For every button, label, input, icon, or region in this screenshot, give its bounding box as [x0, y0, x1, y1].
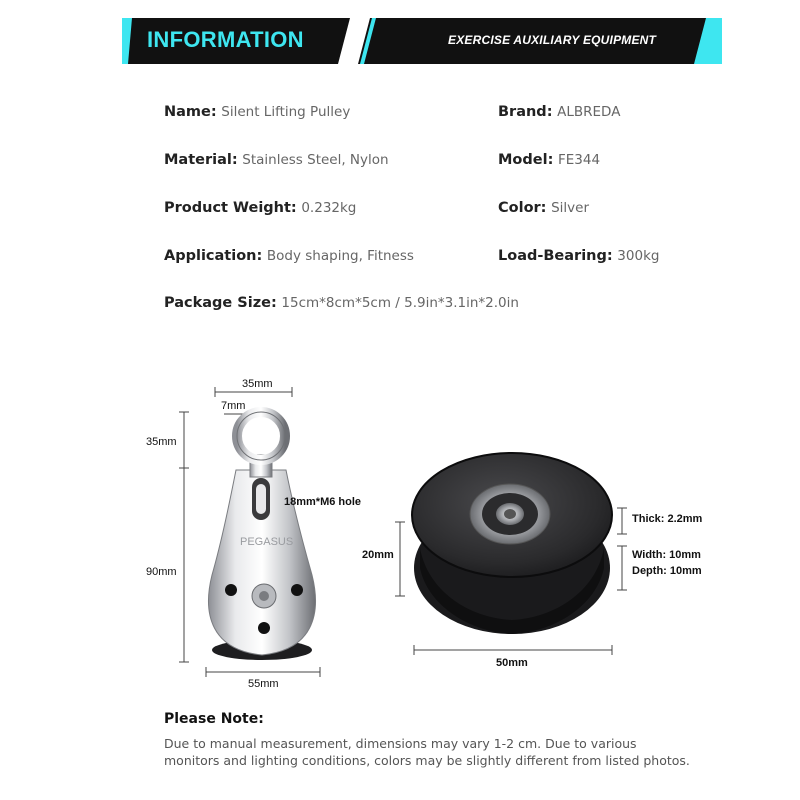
dim-hole: 18mm*M6 hole [284, 496, 362, 508]
spec-value: Body shaping, Fitness [266, 248, 414, 264]
banner-title: INFORMATION [147, 27, 304, 52]
note-title: Please Note: [164, 711, 264, 727]
spec-value: 15cm*8cm*5cm / 5.9in*3.1in*2.0in [281, 295, 519, 311]
dim-body-height: 90mm [146, 566, 177, 578]
spec-label: Color: [498, 200, 547, 216]
dim-width: Width: 10mm [632, 549, 701, 561]
spec-label: Product Weight: [164, 200, 297, 216]
spec-label: Material: [164, 152, 238, 168]
dim-diameter: 50mm [496, 657, 528, 669]
pulley-wheel [412, 453, 612, 634]
spec-value: Silent Lifting Pulley [221, 104, 351, 120]
spec-value: Stainless Steel, Nylon [242, 152, 389, 168]
spec-label: Model: [498, 152, 554, 168]
dim-ring-height: 35mm [146, 436, 177, 448]
spec-label: Name: [164, 104, 217, 120]
dim-wheel-height: 20mm [362, 549, 394, 561]
spec-label: Package Size: [164, 295, 277, 311]
spec-label: Brand: [498, 104, 553, 120]
banner-subtitle: EXERCISE AUXILIARY EQUIPMENT [448, 33, 657, 47]
dim-top-width: 35mm [242, 378, 273, 390]
spec-value: Silver [551, 200, 590, 216]
note-line: monitors and lighting conditions, colors may be slightly different from listed photos. [164, 753, 690, 768]
dim-ring-width: 7mm [221, 400, 246, 412]
spec-value: ALBREDA [557, 104, 621, 120]
spec-label: Application: [164, 248, 263, 264]
dim-thick: Thick: 2.2mm [632, 513, 703, 525]
dim-body-width: 55mm [248, 678, 279, 690]
spec-value: 0.232kg [301, 200, 357, 216]
pulley-engraving: PEGASUS [240, 536, 294, 548]
dim-depth: Depth: 10mm [632, 565, 702, 577]
spec-value: 300kg [617, 248, 660, 264]
spec-value: FE344 [557, 152, 601, 168]
note-line: Due to manual measurement, dimensions may vary 1-2 cm. Due to various [164, 736, 637, 751]
spec-label: Load-Bearing: [498, 248, 613, 264]
note-text [164, 735, 764, 769]
